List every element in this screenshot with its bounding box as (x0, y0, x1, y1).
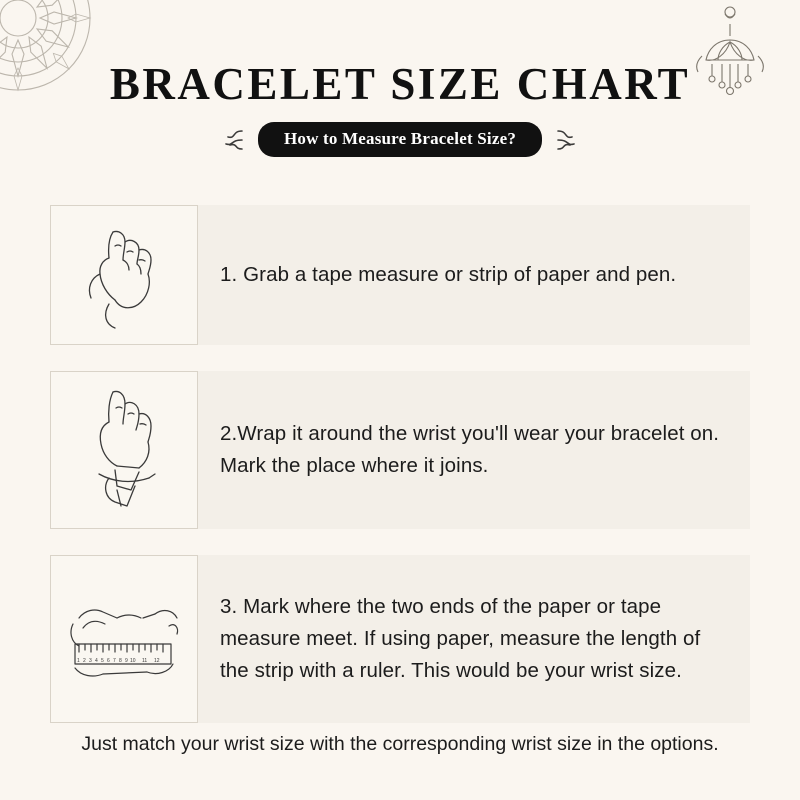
svg-text:5: 5 (101, 658, 104, 664)
list-item (50, 371, 750, 529)
step-text-2: 2.Wrap it around the wrist you'll wear your bracelet on. Mark the place where it joins. (220, 422, 720, 477)
svg-text:3: 3 (89, 658, 92, 664)
hand-fist-illustration (69, 216, 179, 334)
page-title: BRACELET SIZE CHART (109, 59, 691, 109)
svg-text:12: 12 (154, 658, 160, 664)
steps-list (0, 205, 800, 749)
svg-text:7: 7 (113, 658, 116, 664)
step-text-3: 3. Mark where the two ends of the paper or tape measure meet. If using paper, measure the length of the strip with a ruler. This would be your wrist size. (220, 595, 701, 682)
hands-measuring-with-ruler-illustration (59, 584, 189, 694)
svg-text:10: 10 (130, 658, 136, 664)
footer-note: Just match your wrist size with the corresponding wrist size in the options. (81, 733, 719, 755)
list-item (50, 555, 750, 723)
swirl-flourish-icon-left (222, 127, 248, 153)
list-item (50, 205, 750, 345)
step-image-2 (50, 371, 198, 529)
hand-with-tape-around-wrist-illustration (69, 382, 179, 518)
step-image-3 (50, 555, 198, 723)
subtitle-pill: How to Measure Bracelet Size? (258, 122, 542, 157)
swirl-flourish-icon-right (552, 127, 578, 153)
svg-text:4: 4 (95, 658, 98, 664)
svg-text:6: 6 (107, 658, 110, 664)
svg-text:9: 9 (125, 658, 128, 664)
subtitle-row (0, 122, 800, 157)
svg-text:8: 8 (119, 658, 122, 664)
svg-text:2: 2 (83, 658, 86, 664)
svg-text:1: 1 (77, 658, 80, 664)
step-text-1: 1. Grab a tape measure or strip of paper and pen. (220, 263, 677, 287)
step-image-1 (50, 205, 198, 345)
svg-text:11: 11 (142, 658, 148, 664)
